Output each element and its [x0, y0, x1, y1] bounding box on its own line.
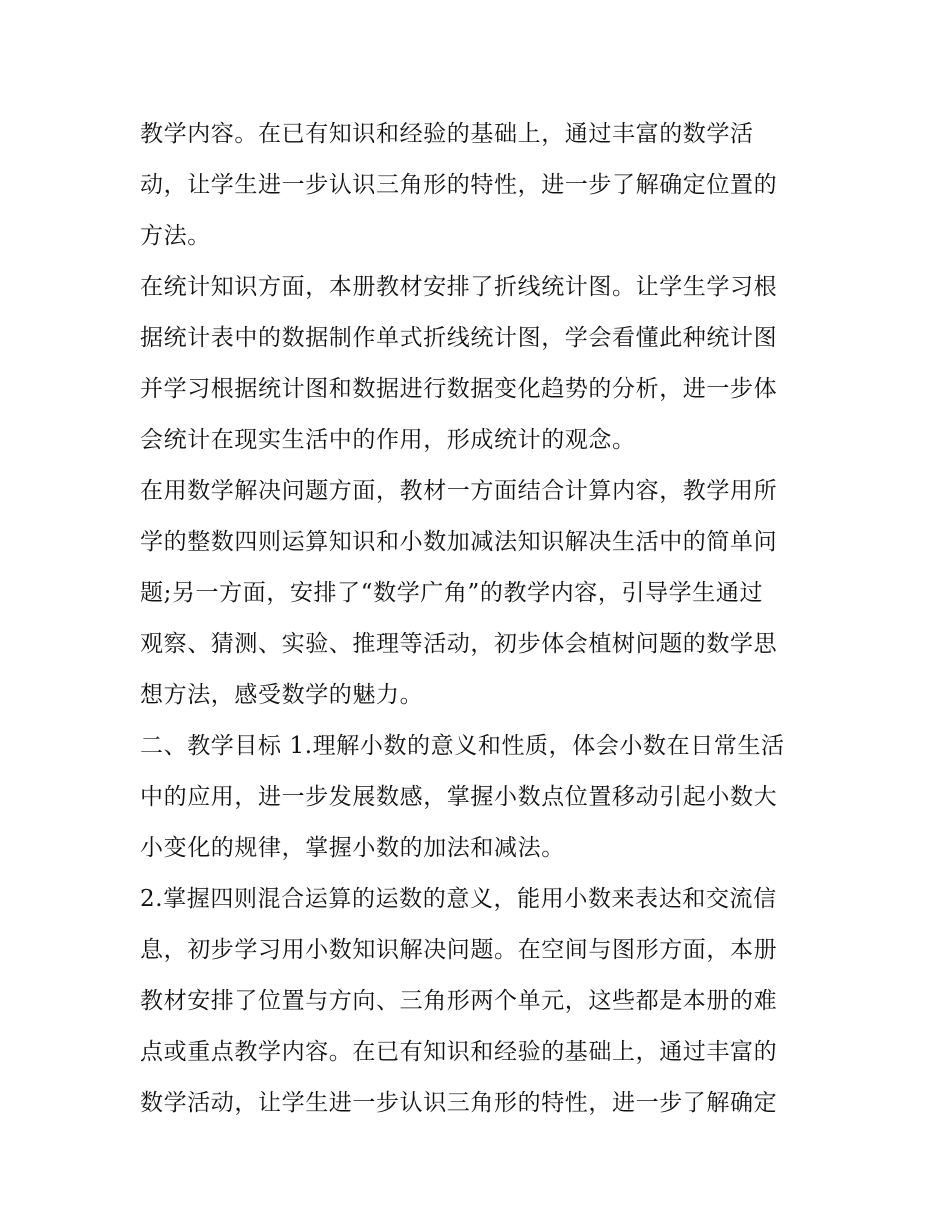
text-line: 动，让学生进一步认识三角形的特性，进一步了解确定位置的	[140, 172, 778, 198]
text-line: 观察、猜测、实验、推理等活动，初步体会植树问题的数学思	[140, 631, 778, 657]
document-body	[140, 109, 820, 1129]
text-line: 方法。	[140, 223, 211, 249]
text-line: 教学内容。在已有知识和经验的基础上，通过丰富的数学活	[140, 121, 754, 147]
text-line: 2.掌握四则混合运算的运数的意义，能用小数来表达和交流信	[140, 886, 777, 912]
text-line: 会统计在现实生活中的作用，形成统计的观念。	[140, 427, 636, 453]
text-line: 据统计表中的数据制作单式折线统计图，学会看懂此种统计图	[140, 325, 778, 351]
text-line: 并学习根据统计图和数据进行数据变化趋势的分析，进一步体	[140, 376, 778, 402]
text-line: 想方法，感受数学的魅力。	[140, 682, 424, 708]
text-line: 小变化的规律，掌握小数的加法和减法。	[140, 835, 565, 861]
text-line: 二、教学目标 1.理解小数的意义和性质，体会小数在日常生活	[140, 733, 785, 759]
text-line: 中的应用，进一步发展数感，掌握小数点位置移动引起小数大	[140, 784, 778, 810]
text-line: 在统计知识方面，本册教材安排了折线统计图。让学生学习根	[140, 274, 778, 300]
text-line: 在用数学解决问题方面，教材一方面结合计算内容，教学用所	[140, 478, 778, 504]
text-line: 学的整数四则运算知识和小数加减法知识解决生活中的简单问	[140, 529, 778, 555]
text-line: 息，初步学习用小数知识解决问题。在空间与图形方面，本册	[140, 937, 778, 963]
text-line: 点或重点教学内容。在已有知识和经验的基础上，通过丰富的	[140, 1039, 778, 1065]
text-line: 题;另一方面，安排了“数学广角”的教学内容，引导学生通过	[140, 580, 764, 606]
text-line: 教材安排了位置与方向、三角形两个单元，这些都是本册的难	[140, 988, 778, 1014]
text-line: 数学活动，让学生进一步认识三角形的特性，进一步了解确定	[140, 1090, 778, 1116]
